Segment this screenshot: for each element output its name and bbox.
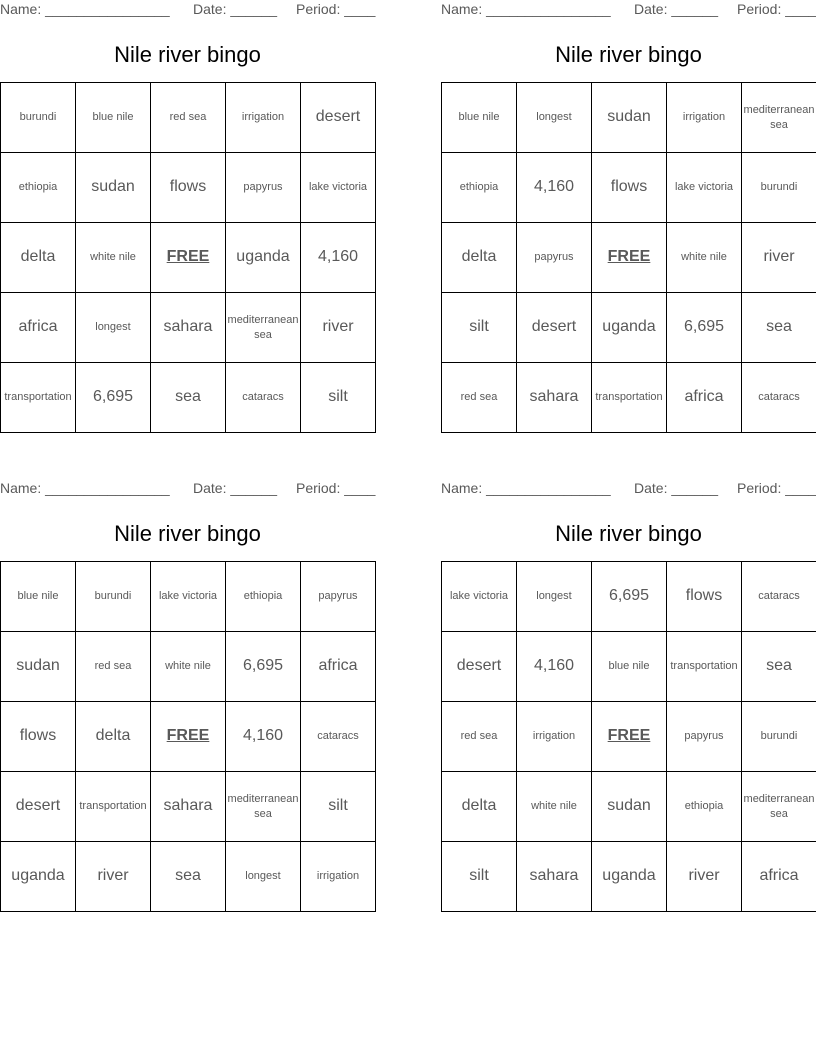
- bingo-cell[interactable]: 4,160: [301, 223, 376, 293]
- bingo-cell[interactable]: delta: [442, 223, 517, 293]
- bingo-cell[interactable]: 6,695: [592, 562, 667, 632]
- bingo-cell[interactable]: uganda: [226, 223, 301, 293]
- bingo-cell[interactable]: sea: [151, 842, 226, 912]
- bingo-cell[interactable]: longest: [517, 83, 592, 153]
- period-field[interactable]: Period: ____: [737, 480, 816, 496]
- bingo-cell[interactable]: mediterranean sea: [226, 772, 301, 842]
- bingo-cell[interactable]: burundi: [742, 702, 816, 772]
- bingo-cell[interactable]: burundi: [742, 153, 816, 223]
- bingo-cell[interactable]: longest: [76, 293, 151, 363]
- bingo-cell[interactable]: river: [76, 842, 151, 912]
- bingo-cell[interactable]: delta: [442, 772, 517, 842]
- bingo-cell[interactable]: sea: [151, 363, 226, 433]
- header-fields: [0, 1, 376, 21]
- bingo-cell[interactable]: irrigation: [667, 83, 742, 153]
- bingo-cell[interactable]: cataracs: [226, 363, 301, 433]
- bingo-cell[interactable]: irrigation: [517, 702, 592, 772]
- bingo-cell[interactable]: uganda: [592, 293, 667, 363]
- bingo-cell[interactable]: burundi: [76, 562, 151, 632]
- header-fields: [441, 1, 816, 21]
- bingo-cell[interactable]: 6,695: [226, 632, 301, 702]
- period-field[interactable]: Period: ____: [296, 1, 376, 17]
- bingo-cell[interactable]: ethiopia: [226, 562, 301, 632]
- bingo-cell[interactable]: river: [301, 293, 376, 363]
- bingo-cell[interactable]: 4,160: [226, 702, 301, 772]
- bingo-cell[interactable]: cataracs: [301, 702, 376, 772]
- bingo-cell[interactable]: papyrus: [226, 153, 301, 223]
- card-title: Nile river bingo: [114, 42, 261, 67]
- bingo-cell[interactable]: ethiopia: [667, 772, 742, 842]
- name-field[interactable]: Name: ________________: [441, 480, 611, 496]
- bingo-cell[interactable]: cataracs: [742, 562, 816, 632]
- bingo-cell[interactable]: lake victoria: [151, 562, 226, 632]
- bingo-cell[interactable]: desert: [301, 83, 376, 153]
- bingo-cell[interactable]: lake victoria: [442, 562, 517, 632]
- bingo-cell[interactable]: red sea: [442, 363, 517, 433]
- bingo-cell[interactable]: irrigation: [226, 83, 301, 153]
- bingo-cell[interactable]: africa: [301, 632, 376, 702]
- date-field[interactable]: Date: ______: [634, 1, 719, 17]
- bingo-cell[interactable]: 4,160: [517, 632, 592, 702]
- date-field[interactable]: Date: ______: [634, 480, 719, 496]
- bingo-cell[interactable]: sea: [742, 293, 816, 363]
- bingo-cell[interactable]: longest: [517, 562, 592, 632]
- card-title: Nile river bingo: [555, 42, 702, 67]
- bingo-cell[interactable]: red sea: [76, 632, 151, 702]
- period-field[interactable]: Period: ____: [737, 1, 816, 17]
- name-field[interactable]: Name: ________________: [0, 1, 170, 17]
- bingo-cell[interactable]: flows: [592, 153, 667, 223]
- bingo-cell[interactable]: desert: [517, 293, 592, 363]
- bingo-cell[interactable]: ethiopia: [442, 153, 517, 223]
- bingo-cell[interactable]: delta: [1, 223, 76, 293]
- bingo-cell[interactable]: desert: [1, 772, 76, 842]
- bingo-cell[interactable]: africa: [742, 842, 816, 912]
- date-field[interactable]: Date: ______: [193, 1, 278, 17]
- bingo-cell[interactable]: red sea: [151, 83, 226, 153]
- bingo-cell[interactable]: mediterranean sea: [226, 293, 301, 363]
- bingo-cell[interactable]: lake victoria: [301, 153, 376, 223]
- bingo-cell[interactable]: white nile: [151, 632, 226, 702]
- bingo-cell[interactable]: river: [667, 842, 742, 912]
- bingo-cell[interactable]: sudan: [76, 153, 151, 223]
- bingo-cell[interactable]: africa: [667, 363, 742, 433]
- bingo-grid: [441, 82, 816, 433]
- free-space[interactable]: FREE: [151, 702, 226, 772]
- bingo-cell[interactable]: silt: [301, 363, 376, 433]
- bingo-cell[interactable]: burundi: [1, 83, 76, 153]
- bingo-cell[interactable]: papyrus: [301, 562, 376, 632]
- bingo-cell[interactable]: sahara: [151, 772, 226, 842]
- bingo-cell[interactable]: mediterranean sea: [742, 83, 816, 153]
- bingo-cell[interactable]: irrigation: [301, 842, 376, 912]
- bingo-cell[interactable]: lake victoria: [667, 153, 742, 223]
- card-title: Nile river bingo: [114, 521, 261, 546]
- date-field[interactable]: Date: ______: [193, 480, 278, 496]
- bingo-cell[interactable]: uganda: [592, 842, 667, 912]
- bingo-cell[interactable]: sea: [742, 632, 816, 702]
- bingo-cell[interactable]: delta: [76, 702, 151, 772]
- bingo-cell[interactable]: silt: [442, 293, 517, 363]
- bingo-grid: [0, 82, 376, 433]
- bingo-cell[interactable]: blue nile: [1, 562, 76, 632]
- bingo-cell[interactable]: papyrus: [517, 223, 592, 293]
- bingo-cell[interactable]: river: [742, 223, 816, 293]
- card-title: Nile river bingo: [555, 521, 702, 546]
- header-fields: [441, 480, 816, 500]
- bingo-cell[interactable]: flows: [667, 562, 742, 632]
- bingo-cell[interactable]: white nile: [76, 223, 151, 293]
- bingo-cell[interactable]: white nile: [667, 223, 742, 293]
- bingo-grid: [441, 561, 816, 912]
- bingo-cell[interactable]: white nile: [517, 772, 592, 842]
- bingo-cell[interactable]: sudan: [1, 632, 76, 702]
- bingo-cell[interactable]: sudan: [592, 83, 667, 153]
- name-field[interactable]: Name: ________________: [0, 480, 170, 496]
- bingo-cell[interactable]: papyrus: [667, 702, 742, 772]
- period-field[interactable]: Period: ____: [296, 480, 376, 496]
- bingo-cell[interactable]: blue nile: [442, 83, 517, 153]
- bingo-cell[interactable]: desert: [442, 632, 517, 702]
- bingo-cell[interactable]: blue nile: [592, 632, 667, 702]
- bingo-cell[interactable]: sahara: [151, 293, 226, 363]
- bingo-cell[interactable]: cataracs: [742, 363, 816, 433]
- bingo-cell[interactable]: silt: [442, 842, 517, 912]
- bingo-cell[interactable]: transportation: [76, 772, 151, 842]
- bingo-cell[interactable]: transportation: [592, 363, 667, 433]
- bingo-cell[interactable]: transportation: [1, 363, 76, 433]
- bingo-cell[interactable]: 4,160: [517, 153, 592, 223]
- bingo-cell[interactable]: red sea: [442, 702, 517, 772]
- bingo-cell[interactable]: silt: [301, 772, 376, 842]
- bingo-cell[interactable]: ethiopia: [1, 153, 76, 223]
- bingo-grid: [0, 561, 376, 912]
- bingo-cell[interactable]: 6,695: [667, 293, 742, 363]
- bingo-cell[interactable]: mediterranean sea: [742, 772, 816, 842]
- free-space[interactable]: FREE: [592, 223, 667, 293]
- free-space[interactable]: FREE: [151, 223, 226, 293]
- bingo-cell[interactable]: flows: [1, 702, 76, 772]
- bingo-cell[interactable]: sudan: [592, 772, 667, 842]
- free-space[interactable]: FREE: [592, 702, 667, 772]
- bingo-cell[interactable]: longest: [226, 842, 301, 912]
- bingo-cell[interactable]: uganda: [1, 842, 76, 912]
- bingo-cell[interactable]: sahara: [517, 363, 592, 433]
- bingo-cell[interactable]: sahara: [517, 842, 592, 912]
- bingo-cell[interactable]: transportation: [667, 632, 742, 702]
- bingo-cell[interactable]: 6,695: [76, 363, 151, 433]
- header-fields: [0, 480, 376, 500]
- name-field[interactable]: Name: ________________: [441, 1, 611, 17]
- bingo-cell[interactable]: africa: [1, 293, 76, 363]
- bingo-cell[interactable]: flows: [151, 153, 226, 223]
- bingo-cell[interactable]: blue nile: [76, 83, 151, 153]
